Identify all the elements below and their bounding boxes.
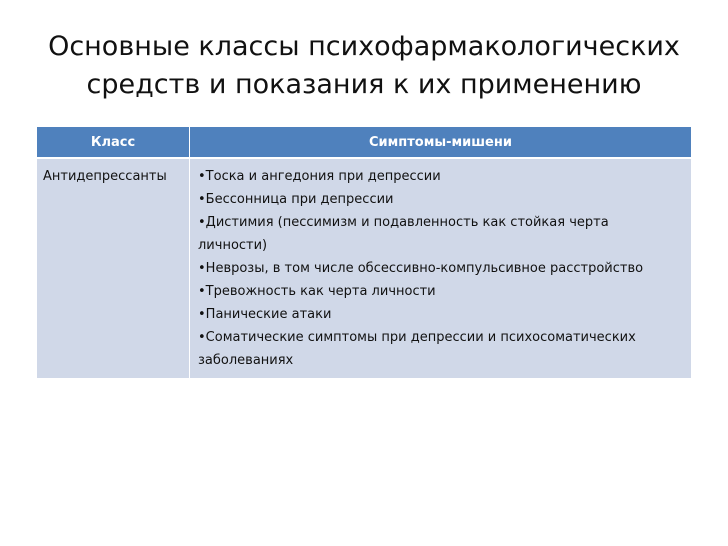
table-header-row xyxy=(37,127,691,159)
symptom-item: •Бессонница при депрессии xyxy=(198,192,394,207)
symptom-item: •Панические атаки xyxy=(198,307,332,322)
drug-classes-table xyxy=(37,127,691,378)
slide-title xyxy=(40,28,688,104)
symptom-item: •Тоска и ангедония при депрессии xyxy=(198,169,441,184)
column-header-class: Класс xyxy=(37,127,190,159)
slide-title-line-2: средств и показания к их применению xyxy=(86,69,642,100)
column-header-symptoms: Симптомы-мишени xyxy=(190,127,691,159)
cell-drug-class: Антидепрессанты xyxy=(37,159,190,378)
symptom-item: •Неврозы, в том числе обсессивно-компульсивное расстройство xyxy=(198,261,644,276)
symptom-item: •Соматические симптомы при депрессии и психосоматических заболеваниях xyxy=(198,330,636,368)
symptom-item: •Дистимия (пессимизм и подавленность как стойкая черта личности) xyxy=(198,215,609,253)
table-row xyxy=(37,159,691,378)
cell-target-symptoms xyxy=(190,159,691,378)
slide-title-line-1: Основные классы психофармакологических xyxy=(48,31,680,62)
symptom-item: •Тревожность как черта личности xyxy=(198,284,436,299)
